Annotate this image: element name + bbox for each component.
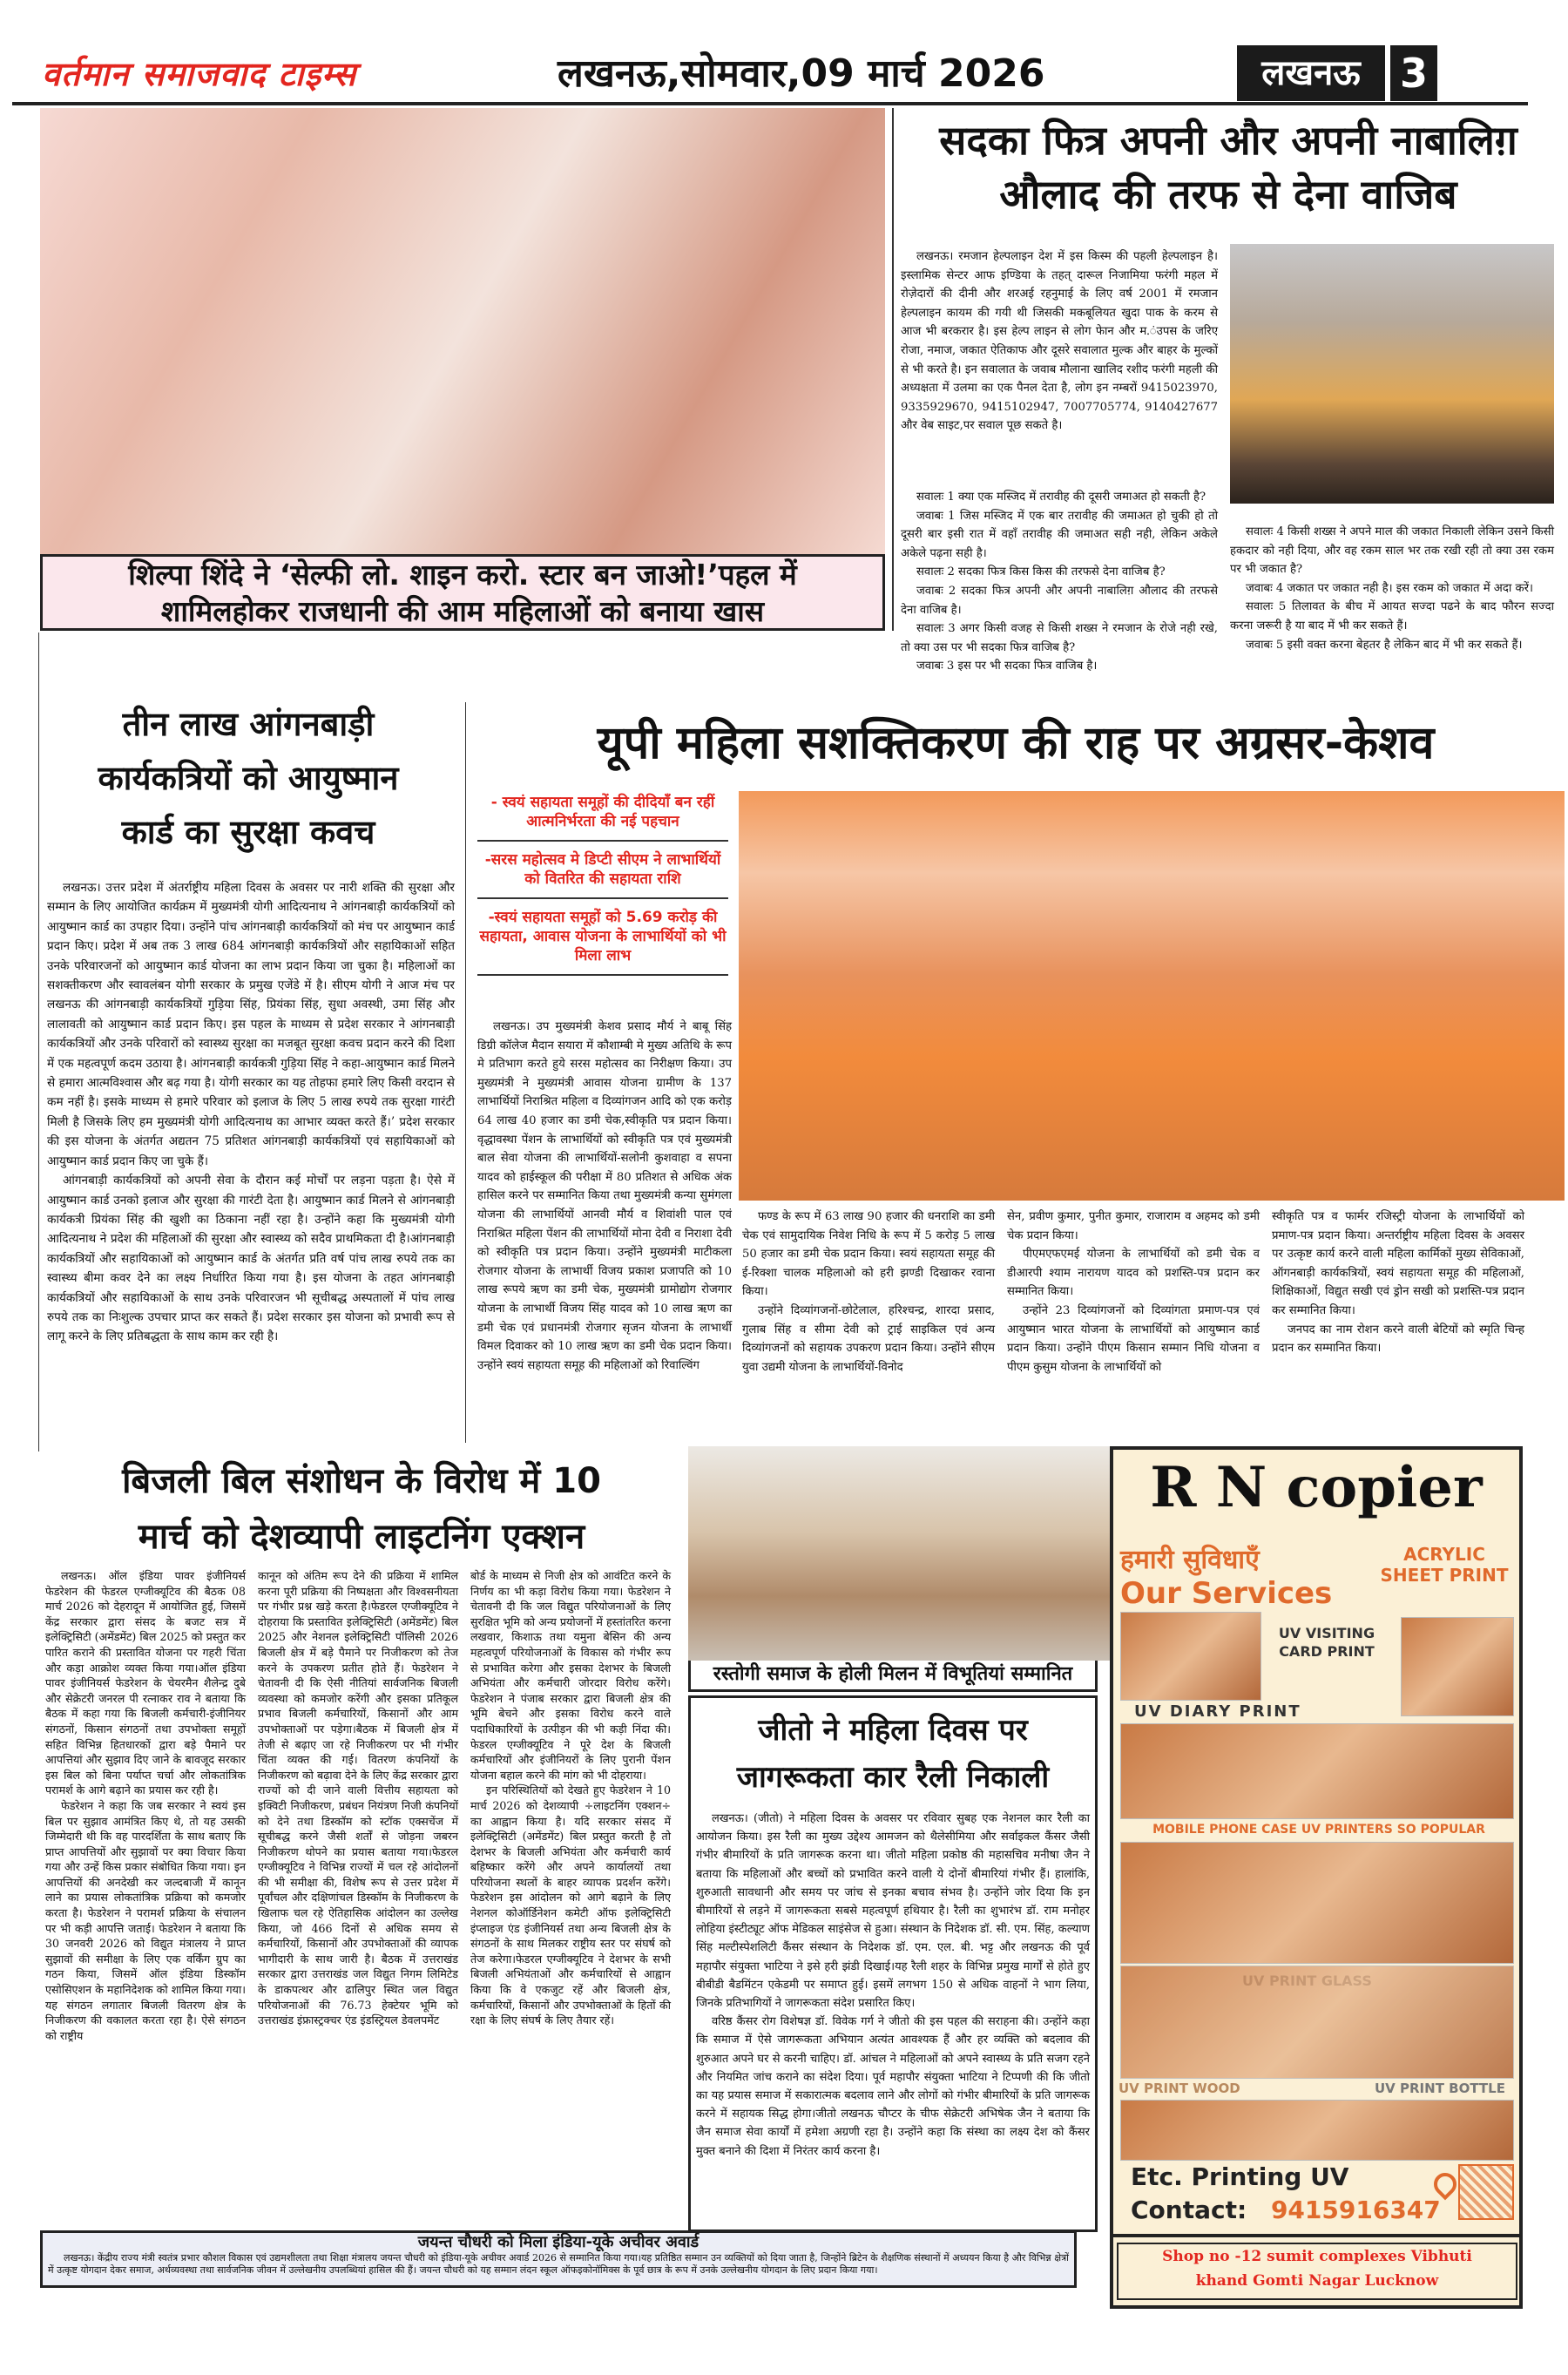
- ad-contact: [1131, 2196, 1441, 2224]
- bijli-col2: कानून को अंतिम रूप देने की प्रक्रिया में शामिल करना पूरी प्रक्रिया की निष्पक्षता और विश्वसनीयता पर गंभीर प्रश्न खड़े करता है।फेडरल एग्जीक्यूटिव ने दोहराया कि प्रस्तावित इलेक्ट्रिसिटी (अमेंडमेंट) बिल 2025 और नेशनल इलेक्ट्रिसिटी पॉलिसी 2026 बिजली क्षेत्र में बड़े पैमाने पर निजीकरण को तेज करने के उपकरण प्रतीत होते हैं। फेडरेशन ने चेतावनी दी कि ऐसी नीतियां सार्वजनिक बिजली व्यवस्था को कमजोर करेंगी और इसका प्रतिकूल प्रभाव बिजली कर्मचारियों, किसानों और आम उपभोक्ताओं पर पड़ेगा।बैठक में बिजली क्षेत्र में तेजी से बढ़ाए जा रहे निजीकरण पर भी गंभीर चिंता व्यक्त की गई। वितरण कंपनियों के निजीकरण को बढ़ावा देने के लिए केंद्र सरकार द्वारा राज्यों को दी जाने वाली वित्तीय सहायता को इक्विटी निजीकरण, प्रबंधन नियंत्रण निजी कंपनियों को देने तथा डिस्कॉम को स्टॉक एक्सचेंज में सूचीबद्ध करने जैसी शर्तों से जोड़ना जबरन निजीकरण थोपने का प्रयास बताया गया।फेडरल एग्जीक्यूटिव ने विभिन्न राज्यों में चल रहे आंदोलनों की भी समीक्षा की, विशेष रूप से उत्तर प्रदेश में पूर्वांचल और दक्षिणांचल डिस्कॉम के निजीकरण के खिलाफ चल रहे ऐतिहासिक आंदोलन का उल्लेख किया, जो 466 दिनों से अधिक समय से कर्मचारियों, किसानों और उपभोक्ताओं की व्यापक भागीदारी के साथ जारी है। बैठक में उत्तराखंड सरकार द्वारा उत्तराखंड जल विद्युत निगम लिमिटेड के डाकपत्थर और ढालिपुर स्थित जल विद्युत परियोजनाओं की 76.73 हेक्टेयर भूमि को उत्तराखंड इंफ्रास्ट्रक्चर एंड इंडस्ट्रियल डेवलपमेंट: [258, 1569, 458, 2027]
- rastogi-caption: रस्तोगी समाज के होली मिलन में विभूतियां सम्मानित: [688, 1661, 1098, 1692]
- ad-acrylic: ACRYLIC SHEET PRINT: [1380, 1544, 1509, 1586]
- bijli-col1: लखनऊ। ऑल इंडिया पावर इंजीनियर्स फेडरेशन की फेडरल एग्जीक्यूटिव की बैठक 08 मार्च 2026 को देहरादून में आयोजित हुई, जिसमें केंद्र सरकार द्वारा संसद के बजट सत्र में इलेक्ट्रिसिटी (अमेंडमेंट) बिल 2025 को प्रस्तुत कर पारित कराने की प्रस्तावित योजना पर गहरी चिंता और कड़ा आक्रोश व्यक्त किया गया।ऑल इंडिया पावर इंजीनियर्स फेडरेशन के चेयरमैन शैलेन्द्र दुबे और सेक्रेटरी जनरल पी रत्नाकर राव ने बताया कि बैठक में कहा गया कि बिजली कर्मचारी-इंजीनियर संगठनों, किसान संगठनों तथा उपभोक्ता समूहों सहित विभिन्न हितधारकों द्वारा बड़े पैमाने पर आपत्तियां और सुझाव दिए जाने के बावजूद सरकार इस बिल को बिना पर्याप्त चर्चा और लोकतांत्रिक परामर्श के आगे बढ़ाने का प्रयास कर रही है। फेडरेशन ने कहा कि जब सरकार ने स्वयं इस बिल पर सुझाव आमंत्रित किए थे, तो यह उसकी जिम्मेदारी थी कि वह पारदर्शिता के साथ बताए कि प्राप्त आपत्तियों और सुझावों पर क्या विचार किया गया और उन्हें किस प्रकार संबोधित किया गया। इन आपत्तियों की अनदेखी कर जल्दबाजी में कानून लाने का प्रयास लोकतांत्रिक प्रक्रिया को कमजोर करता है। फेडरेशन ने परामर्श प्रक्रिया के संचालन पर भी कड़ी आपत्ति जताई। फेडरेशन ने बताया कि 30 जनवरी 2026 को विद्युत मंत्रालय ने प्राप्त सुझावों की समीक्षा के लिए एक वर्किंग ग्रुप का गठन किया, जिसमें ऑल इंडिया डिस्कॉम एसोसिएशन के महानिदेशक को शामिल किया गया। यह संगठन लगातार बिजली वितरण क्षेत्र के निजीकरण की वकालत करता रहा है। ऐसे संगठन को राष्ट्रीय: [45, 1569, 246, 2042]
- column-divider: [38, 633, 39, 1451]
- section-label: लखनऊ: [1237, 45, 1385, 101]
- divider: [477, 840, 728, 842]
- rastogi-holi-photo: [688, 1446, 1115, 1661]
- visiting-card-image: [1120, 1612, 1261, 1701]
- jito-headline-line1: जीतो ने महिला दिवस पर: [758, 1713, 1028, 1748]
- diary-images: [1120, 1723, 1514, 1819]
- bijli-headline-line1: बिजली बिल संशोधन के विरोध में 10: [122, 1461, 601, 1501]
- ad-wood: UV PRINT WOOD: [1119, 2081, 1240, 2096]
- award-story-box: [40, 2230, 1077, 2288]
- saras-mahotsav-photo: [739, 791, 1565, 1201]
- bijli-headline: [44, 1453, 679, 1565]
- sadqa-headline-line1: सदका फित्र अपनी और अपनी नाबालिग़: [939, 117, 1517, 164]
- wood-bottle-images: [1120, 2100, 1514, 2161]
- bijli-headline-line2: मार्च को देशव्यापी लाइटनिंग एक्शन: [138, 1517, 585, 1557]
- keshav-col3: सेन, प्रवीण कुमार, पुनीत कुमार, राजाराम व अहमद को डमी चेक प्रदान किया। पीएमएफएमई योजना के लाभार्थियों को डमी चेक व डीआरपी श्याम नारायण यादव को प्रशस्ति-पत्र प्रदान कर सम्मानित किया। उन्होंने 23 दिव्यांगजनों को दिव्यांगता प्रमाण-पत्र एवं आयुष्मान भारत योजना के लाभार्थियों को आयुष्मान कार्ड प्रदान किया। उन्होंने पीएम किसान सम्मान निधि योजना व पीएम कुसुम योजना के लाभार्थियों को: [1007, 1210, 1260, 1374]
- sadqa-headline-line2: औलाद की तरफ से देना वाजिब: [999, 171, 1457, 218]
- jito-headline: [691, 1707, 1095, 1801]
- keshav-col4: स्वीकृति पत्र व फार्मर रजिस्ट्री योजना के लाभार्थियों को प्रमाण-पत्र प्रदान किया। अन्तर्राष्ट्रीय महिला दिवस के अवसर पर उत्कृष्ट कार्य करने वाली महिला कार्मिकों मुख्य सेविकाओं, ऑगनबाड़ी कार्यकत्रियों, स्वयं सहायता समूह की महिलाओं, शिक्षिकाओं, विद्युत सखी एवं ड्रोन सखी को प्रशस्ति-पत्र प्रदान कर सम्मानित किया। जनपद का नाम रोशन करने वाली बेटियों को स्मृति चिन्ह प्रदान कर सम्मानित किया।: [1272, 1210, 1524, 1356]
- phone-case-images: [1120, 1842, 1514, 1964]
- rn-copier-advertisement: [1110, 1446, 1523, 2309]
- keshav-col1: लखनऊ। उप मुख्यमंत्री केशव प्रसाद मौर्य ने बाबू सिंह डिग्री कॉलेज मैदान सयारा में कौशाम्बी मे मुख्य अतिथि के रूप मे प्रतिभाग करते हुये सरस महोत्सव का निरीक्षण किया। उप मुख्यमंत्री ने मुख्यमंत्री आवास योजना ग्रामीण के 137 लाभार्थियों निराश्रित महिला व दिव्यांगजन आदि को एक करोड़ 64 लाख 40 हजार का डमी चेक,स्वीकृति पत्र प्रदान किया। वृद्धावस्था पेंशन के लाभार्थियों को स्वीकृति पत्र एवं मुख्यमंत्री बाल सेवा योजना की लाभार्थियों-सलोनी कुशवाहा व सपना यादव को हाईस्कूल की परीक्षा में 80 प्रतिशत से अधिक अंक हासिल करने पर सम्मानित किया तथा मुख्यमंत्री कन्या सुमंगला योजना की लाभार्थियों आनवी मौर्य व शिवांशी पाल एवं निराश्रित महिला पेंशन की लाभार्थियों मोना देवी व निराशा देवी को स्वीकृति पत्र प्रदान किया। उन्होंने मुख्यमंत्री माटीकला रोजगार योजना के लाभार्थी विजय प्रकाश प्रजापति को 10 लाख रूपये ऋण का डमी चेक, मुख्यमंत्री ग्रामोद्योग रोजगार योजना के लाभार्थी विजय सिंह यादव को 10 लाख ऋण का डमी चेक एवं प्रधानमंत्री रोजगार सृजन योजना के लाभार्थी विमल दिवाकर को 10 लाख ऋण का डमी चेक प्रदान किया। उन्होंने स्वयं सहायता समूह की महिलाओं को रिवाल्विंग: [477, 1020, 732, 1372]
- divider: [477, 974, 728, 976]
- award-headline: जयन्त चौधरी को मिला इंडिया-यूके अचीवर अवार्ड: [417, 2233, 700, 2251]
- ad-divider: [1113, 2234, 1519, 2237]
- anganwadi-headline: [44, 697, 453, 859]
- masthead-rule: [12, 102, 1528, 105]
- hero-photo-women-selfie: [40, 108, 885, 554]
- anganwadi-headline-line3: कार्ड का सुरक्षा कवच: [121, 813, 375, 851]
- sadqa-qa-left: सवालः 1 क्या एक मस्जिद में तरावीह की दूसरी जमाअत हो सकती है? जवाबः 1 जिस मस्जिद में एक बार तरावीह की जमाअत हो चुकी हो तो दूसरी बार इसी रात में वहाँ तरावीह की जमाअत सही नही, लेकिन अकेले अकेले पढ़ना सही है। सवालः 2 सदका फित्र किस किस की तरफसे देना वाजिब है? जवाबः 2 सदका फित्र अपनी और अपनी नाबालिग़ औलाद की तरफसे देना वाजिब है। सवालः 3 अगर किसी वजह से किसी शख्स ने रमजान के रोजे नही रखे, तो क्या उस पर भी सदका फित्र वाजिब है? जवाबः 3 इस पर भी सदका फित्र वाजिब है।: [901, 491, 1218, 673]
- ad-mobile: MOBILE PHONE CASE UV PRINTERS SO POPULAR: [1152, 1823, 1485, 1837]
- award-body: लखनऊ। केंद्रीय राज्य मंत्री स्वतंत्र प्रभार कौशल विकास एवं उद्यमशीलता तथा शिक्षा मंत्रालय जयन्त चौधरी को इंडिया-यूके अचीवर अवार्ड 2026 से सम्मानित किया गया।यह प्रतिष्ठित सम्मान उन व्यक्तियों को दिया जाता है, जिन्होंने ब्रिटेन के शैक्षणिक संस्थानों में अध्ययन किया है और विभिन्न क्षेत्रों में उत्कृष्ट योगदान देकर समाज, अर्थव्यवस्था तथा सार्वजनिक जीवन में उल्लेखनीय उपलब्धियां हासिल की हैं। जयन्त चौधरी को यह सम्मान लंदन स्कूल ऑफइकोनॉमिक्स के पूर्व छात्र के रूप में उनके उल्लेखनीय योगदान के लिए प्रदान किया गया।: [48, 2252, 1069, 2276]
- hero-caption: [40, 554, 885, 631]
- ad-diary: UV DIARY PRINT: [1134, 1702, 1301, 1721]
- keshav-col2: फण्ड के रूप में 63 लाख 90 हजार की धनराशि का डमी चेक एवं सामुदायिक निवेश निधि के रूप में 5 करोड़ 5 लाख 50 हजार का डमी चेक प्रदान किया। स्वयं सहायता समूह की ई-रिक्शा चालक महिलाओ को हरी झण्डी दिखाकर रवाना किया। उन्होंने दिव्यांगजनों-छोटेलाल, हरिश्चन्द्र, शारदा प्रसाद, गुलाब सिंह व सीमा देवी को ट्राई साइकिल एवं अन्य दिव्यांगजनों को सहायक उपकरण प्रदान किया। उन्होंने सीएम युवा उद्यमी योजना के लाभार्थियों-विनोद: [742, 1210, 995, 1374]
- ad-brand: R N copier: [1150, 1455, 1483, 1520]
- mosque-prayer-photo: [1230, 244, 1554, 504]
- anganwadi-headline-line1: तीन लाख आंगनबाड़ी: [122, 705, 375, 743]
- jito-headline-line2: जागरूकता कार रैली निकाली: [736, 1760, 1050, 1795]
- highlight-3: -स्वयं सहायता समूहों को 5.69 करोड़ की सहायता, आवास योजना के लाभार्थियों को भी मिला लाभ: [479, 909, 727, 964]
- bijli-col3: बोर्ड के माध्यम से निजी क्षेत्र को आवंटित करने के निर्णय का भी कड़ा विरोध किया गया। फेडरेशन ने चेतावनी दी कि जल विद्युत परियोजनाओं के लिए सुरक्षित भूमि को अन्य प्रयोजनों में हस्तांतरित करना लखवार, किशाऊ तथा यमुना बेसिन की अन्य महत्वपूर्ण परियोजनाओं के विकास को गंभीर रूप से प्रभावित करेगा और इसका देशभर के बिजली अभियंता और कर्मचारी जोरदार विरोध करेंगे।फेडरेशन ने पंजाब सरकार द्वारा बिजली क्षेत्र की भूमि बेचने और इसका विरोध करने वाले पदाधिकारियों के उत्पीड़न की भी कड़ी निंदा की।फेडरल एग्जीक्यूटिव ने पूरे देश के बिजली कर्मचारियों और इंजीनियरों के लिए पुरानी पेंशन योजना बहाल करने की मांग को भी दोहराया। इन परिस्थितियों को देखते हुए फेडरेशन ने 10 मार्च 2026 को देशव्यापी ÷लाइटनिंग एक्शन÷ का आह्वान किया है। यदि सरकार संसद में इलेक्ट्रिसिटी (अमेंडमेंट) बिल प्रस्तुत करती है तो देशभर के बिजली अभियंता और कर्मचारी कार्य बहिष्कार करेंगे और अपने कार्यालयों तथा परियोजना स्थलों के बाहर व्यापक प्रदर्शन करेंगे।फेडरेशन इस आंदोलन को आगे बढ़ाने के लिए नेशनल कोऑर्डिनेशन कमेटी ऑफ इलेक्ट्रिसिटी इंप्लाइज एंड इंजीनियर्स तथा अन्य बिजली क्षेत्र के संगठनों के साथ मिलकर राष्ट्रीय स्तर पर संघर्ष को तेज करेगा।फेडरल एग्जीक्यूटिव ने देशभर के सभी बिजली अभियंताओं और कर्मचारियों से आह्वान किया कि वे एकजुट रहें और बिजली क्षेत्र, कर्मचारियों, किसानों और उपभोक्ताओं के हितों की रक्षा के लिए संघर्ष के लिए तैयार रहें।: [470, 1569, 671, 2027]
- keshav-headline: यूपी महिला सशक्तिकरण की राह पर अग्रसर-केशव: [597, 717, 1435, 769]
- ad-etc: Etc. Printing UV: [1131, 2162, 1349, 2191]
- ad-visiting-card: UV VISITING CARD PRINT: [1278, 1625, 1375, 1660]
- jito-body: लखनऊ। (जीतो) ने महिला दिवस के अवसर पर रविवार सुबह एक नेशनल कार रैली का आयोजन किया। इस रैली का मुख्य उद्देश्य आमजन को थैलेसीमिया और सर्वाइकल कैंसर जैसी गंभीर बीमारियों के प्रति जागरूक करना था। जीतो महिला प्रकोष्ठ की महासचिव मनीषा जैन ने बताया कि महिलाओं और बच्चों को प्रभावित करने वाली ये दोनों बीमारियां गंभीर हैं। हालांकि, शुरुआती सावधानी और समय पर जांच से इनका बचाव संभव है। उन्होंने जोर दिया कि इन बीमारियों से लड़ने में जागरूकता सबसे महत्वपूर्ण हथियार है। रैली का शुभारंभ डॉ. राम मनोहर लोहिया इंस्टीट्यूट ऑफ मेडिकल साइंसेज से हुआ। संस्थान के निदेशक डॉ. सी. एम. सिंह, कल्याण सिंह मल्टीस्पेशलिटी कैंसर संस्थान के निदेशक डॉ. एम. एल. बी. भट्ट और लखनऊ की पूर्व महापौर संयुक्ता भाटिया ने इसे हरी झंडी दिखाई।यह रैली शहर के विभिन्न प्रमुख मार्गों से होते हुए बीबीडी बैडमिंटन एकेडमी पर समाप्त हुई। इसमें लगभग 150 से अधिक वाहनों ने भाग लिया, जिनके प्रतिभागियों ने जागरूकता संदेश प्रसारित किए। वरिष्ठ कैंसर रोग विशेषज्ञ डॉ. विवेक गर्ग ने जीतो की इस पहल की सराहना की। उन्होंने कहा कि समाज में ऐसे जागरूकता अभियान अत्यंत आवश्यक हैं और हर व्यक्ति को बदलाव की शुरुआत अपने घर से करनी चाहिए। डॉ. आंचल ने महिलाओं को अपने स्वास्थ्य के प्रति सजग रहने और नियमित जांच कराने का संदेश दिया। पूर्व महापौर संयुक्ता भाटिया ने टिप्पणी की कि जीतो का यह प्रयास समाज में सकारात्मक बदलाव लाने और लोगों को गंभीर बीमारियों के प्रति जागरूक करने में सहायक सिद्ध होगा।जीतो लखनऊ चौप्टर के चीफ सेक्रेटरी अभिषेक जैन ने बताया कि जैन समाज सेवा कार्यों में हमेशा अग्रणी रहा है। उन्होंने कहा कि संस्था का लक्ष्य देश को कैंसर मुक्त बनाने की दिशा में निरंतर कार्य करना है।: [696, 1812, 1090, 2158]
- highlight-1: - स्वयं सहायता समूहों की दीदियाँ बन रहीं आत्मनिर्भरता की नई पहचान: [490, 794, 715, 830]
- sadqa-headline: [897, 113, 1559, 221]
- keshav-highlights: [477, 793, 728, 976]
- ad-address-box: [1117, 2243, 1517, 2300]
- anganwadi-body: लखनऊ। उत्तर प्रदेश में अंतर्राष्ट्रीय महिला दिवस के अवसर पर नारी शक्ति की सुरक्षा और सम्मान के लिए आयोजित कार्यक्रम में मुख्यमंत्री योगी आदित्यनाथ ने आंगनबाड़ी कार्यकत्रियों को आयुष्मान कार्ड का उपहार दिया। उन्होंने पांच आंगनबाड़ी कार्यकत्रियों को मंच पर आयुष्मान कार्ड प्रदान किए। प्रदेश में अब तक 3 लाख 684 आंगनबाड़ी कार्यकत्रियों और सहायिकाओं सहित उनके परिवारजनों को आयुष्मान कार्ड योजना का लाभ प्रदान किया जा चुका है। महिलाओं का सशक्तीकरण और स्वावलंबन योगी सरकार के प्रमुख एजेंडे में है। सीएम योगी ने आज मंच पर लखनऊ की आंगनबाड़ी कार्यकत्रियों गुड़िया सिंह, प्रियंका सिंह, सुधा अवस्थी, उमा सिंह और लालावती को आयुष्मान कार्ड प्रदान किए। इस पहल के माध्यम से प्रदेश सरकार ने आंगनबाड़ी कार्यकत्रियों और उनके परिवारों को स्वास्थ्य सुरक्षा का मजबूत सुरक्षा कवच प्रदान करने की दिशा में एक महत्वपूर्ण कदम उठाया है। आंगनबाड़ी कार्यकत्री गुड़िया सिंह ने कहा-आयुष्मान कार्ड मिलने से हमारा आत्मविश्वास और बढ़ गया है। योगी सरकार का यह तोहफा हमारे लिए किसी वरदान से कम नहीं है। इसके माध्यम से हमारे परिवार को इलाज के लिए 5 लाख रुपये तक सुरक्षा गारंटी मिली है जिसके लिए हम मुख्यमंत्री योगी आदित्यनाथ का आभार व्यक्त करते हैं।’ प्रदेश सरकार की इस योजना के अंतर्गत अद्यतन 75 प्रतिशत आंगनबाड़ी कार्यकत्रियों एवं सहायिकाओं को आयुष्मान कार्ड प्रदान किए जा चुके हैं। आंगनबाड़ी कार्यकत्रियों को अपनी सेवा के दौरान कई मोर्चों पर लड़ना पड़ता है। ऐसे में आयुष्मान कार्ड उनको इलाज और सुरक्षा की गारंटी देता है। आयुष्मान कार्ड मिलने से आंगनबाड़ी कार्यकत्री प्रियंका सिंह की खुशी का ठिकाना नहीं रहा है। उन्होंने कहा कि मुख्यमंत्री योगी आदित्यनाथ ने प्रदेश की महिलाओं की सुरक्षा और स्वास्थ्य को सदैव प्राथमिकता दी है।आंगनबाड़ी कार्यकत्रियों और सहायिकाओं को आयुष्मान कार्ड के अंतर्गत प्रति वर्ष पांच लाख रुपये तक का स्वास्थ्य बीमा कवर देने का लक्ष्य निर्धारित किया गया है। इस योजना के तहत आंगनबाड़ी कार्यकत्रियों और सहायिकाओं के साथ उनके परिवारजन भी सूचीबद्ध अस्पतालों में पांच लाख रुपये तक का निःशुल्क उपचार प्राप्त कर सकते हैं। प्रदेश सरकार इस योजना को प्रभावी रूप से लागू करने के लिए प्रतिबद्धता के साथ काम कर रही है।: [47, 881, 456, 1344]
- column-divider: [465, 702, 466, 1443]
- contact-phone: 9415916347: [1270, 2196, 1441, 2224]
- hero-caption-line1: शिल्पा शिंदे ने ‘सेल्फी लो. शाइन करो. स्टार बन जाओ!’पहल में: [128, 558, 797, 592]
- qr-code-icon: [1458, 2164, 1514, 2220]
- newspaper-name: वर्तमान समाजवाद टाइम्स: [42, 55, 357, 93]
- sadqa-intro: लखनऊ। रमजान हेल्पलाइन देश में इस किस्म की पहली हेल्पलाइन है। इस्लामिक सेन्टर आफ इण्डिया के तहत् दारूल निजामिया फरंगी महल में रोज़ेदारों की दीनी और शरअई रहनुमाई के लिए वर्ष 2001 में रमजान हेल्पलाइन कायम की गयी थी जिसकी मकबूलियत खुदा पाक के करम से आज भी बरकरार है। इस हेल्प लाइन से लोग फेान और म.ंउपस के जरिए रोजा, नमाज, जकात ऐतिकाफ और दूसरे सवालात मुल्क और बाहर के मुल्कों से भी करते है। इन सवालात के जवाब मौलाना खालिद रशीद फरंगी महली की अध्यक्षता में उलमा का एक पैनल देता है, लोग इन नम्बरों 9415023970, 9335929670, 9415102947, 7007705774, 9140427677 और वेब साइट,पर सवाल पूछ सकते है।: [901, 250, 1218, 433]
- page-number: 3: [1390, 45, 1437, 101]
- divider: [477, 897, 728, 899]
- address-line2: khand Gomti Nagar Lucknow: [1195, 2272, 1439, 2290]
- address-line1: Shop no -12 sumit complexes Vibhuti: [1162, 2248, 1472, 2265]
- contact-label: Contact:: [1131, 2196, 1247, 2224]
- hero-caption-line2: शामिलहोकर राजधानी की आम महिलाओं को बनाया खास: [160, 594, 765, 628]
- jito-story-box: [688, 1695, 1098, 2232]
- anganwadi-headline-line2: कार्यकत्रियों को आयुष्मान: [98, 759, 399, 797]
- sadqa-qa-right: सवालः 4 किसी शख्स ने अपने माल की जकात निकाली लेकिन उसने किसी हकदार को नही दिया, और वह रकम साल भर तक रखी रही तो क्या उस रकम पर भी जकात है? जवाबः 4 जकात पर जकात नही है। इस रकम को जकात में अदा करें। सवालः 5 तिलावत के बीच में आयत सज्दा पढने के बाद फौरन सज्दा करना जरूरी है या बाद में भी कर सकते हैं। जवाबः 5 इसी वक्त करना बेहतर है लेकिन बाद में भी कर सकते हैं।: [1230, 525, 1554, 652]
- glass-print-images: [1120, 1966, 1514, 2079]
- ad-bottle: UV PRINT BOTTLE: [1375, 2081, 1505, 2096]
- acrylic-sheet-image: [1401, 1617, 1514, 1716]
- date-line: लखनऊ,सोमवार,09 मार्च 2026: [558, 51, 1045, 96]
- ad-services-label: Our Services: [1120, 1576, 1333, 1611]
- ad-hindi-services: हमारी सुविधाएँ: [1120, 1545, 1260, 1575]
- column-divider: [892, 108, 894, 631]
- highlight-2: -सरस महोत्सव मे डिप्टी सीएम ने लाभार्थियों को वितरित की सहायता राशि: [484, 851, 721, 888]
